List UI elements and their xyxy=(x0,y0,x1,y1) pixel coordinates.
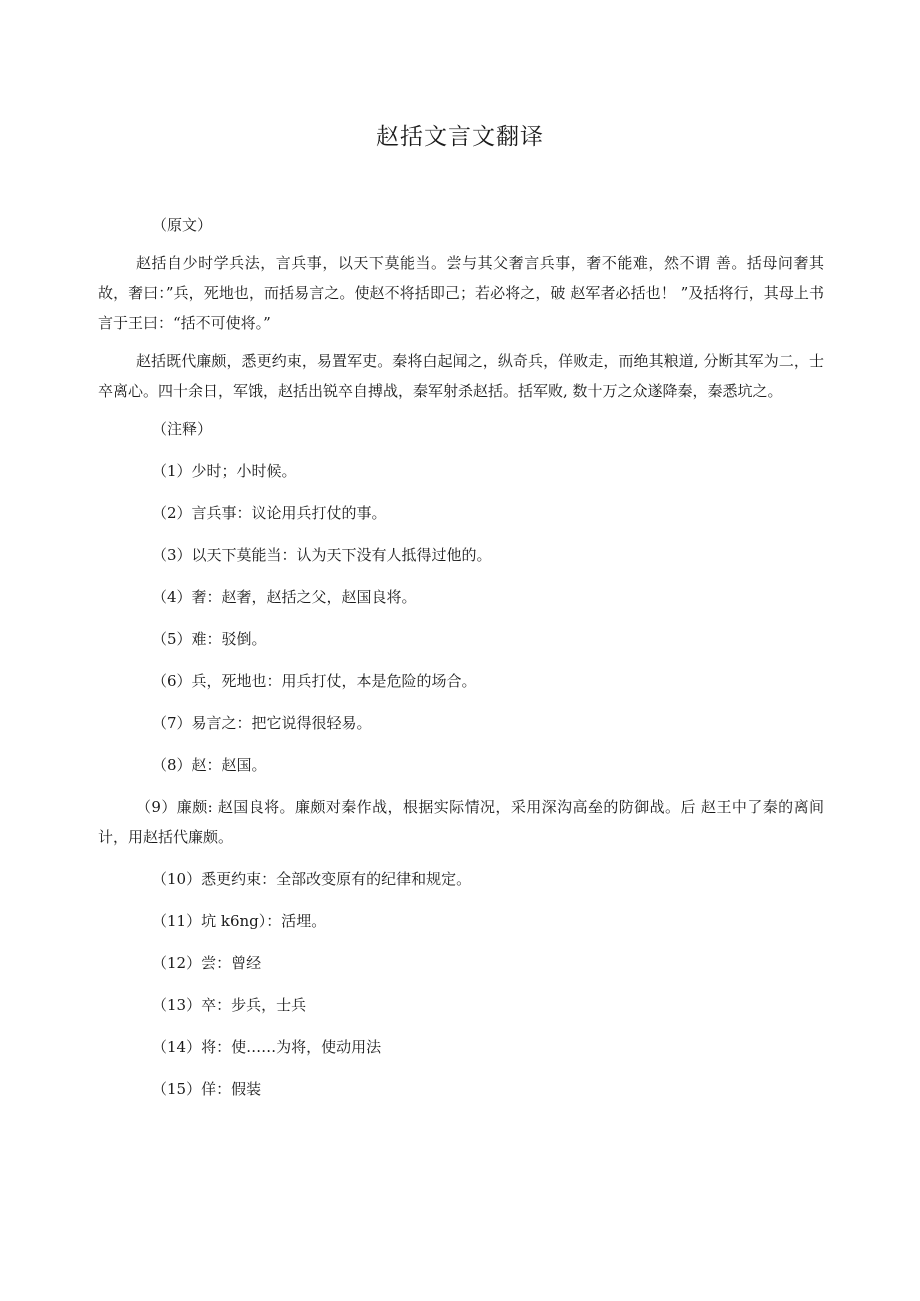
note-item: （4）奢：赵奢，赵括之父，赵国良将。 xyxy=(152,588,417,606)
document-body xyxy=(98,210,824,1104)
note-item: （10）悉更约束：全部改变原有的纪律和规定。 xyxy=(152,870,472,888)
original-heading: （原文） xyxy=(152,216,213,234)
note-item: （15）佯：假装 xyxy=(152,1080,262,1098)
note-item: （7）易言之：把它说得很轻易。 xyxy=(152,714,372,732)
note-item: （3）以天下莫能当：认为天下没有人抵得过他的。 xyxy=(152,546,492,564)
original-paragraph: 赵括既代廉颇，悉更约束，易置军吏。秦将白起闻之，纵奇兵，佯败走，而绝其粮道, 分断其军为二，士卒离心。四十余日，军饿，赵括出锐卒自搏战，秦军射杀赵括。括军败, 数十万之众遂降秦，秦悉坑之。 xyxy=(98,352,824,400)
note-item: （6）兵，死地也：用兵打仗，本是危险的场合。 xyxy=(152,672,477,690)
note-item: （1）少时；小时候。 xyxy=(152,462,297,480)
note-item: （11）坑 k6ng）：活埋。 xyxy=(152,912,327,930)
document-title: 赵括文言文翻译 xyxy=(376,124,544,150)
note-item: （9）廉颇: 赵国良将。廉颇对秦作战，根据实际情况，采用深沟高垒的防御战。后 赵王中了秦的离间计，用赵括代廉颇。 xyxy=(98,798,824,846)
note-item: （8）赵：赵国。 xyxy=(152,756,267,774)
note-item: （13）卒：步兵，士兵 xyxy=(152,996,307,1014)
note-item: （14）将：使……为将，使动用法 xyxy=(152,1038,382,1056)
original-paragraph: 赵括自少时学兵法，言兵事，以天下莫能当。尝与其父奢言兵事，奢不能难，然不谓 善。括母问奢其故，奢曰：”兵，死地也，而括易言之。使赵不将括即己；若必将之，破 赵军者必括也！ ”及括将行，其母上书言于王曰：“括不可使将。” xyxy=(98,254,824,332)
notes-heading: （注释） xyxy=(152,420,213,438)
note-item: （2）言兵事：议论用兵打仗的事。 xyxy=(152,504,387,522)
note-item: （5）难：驳倒。 xyxy=(152,630,267,648)
note-item: （12）尝：曾经 xyxy=(152,954,262,972)
